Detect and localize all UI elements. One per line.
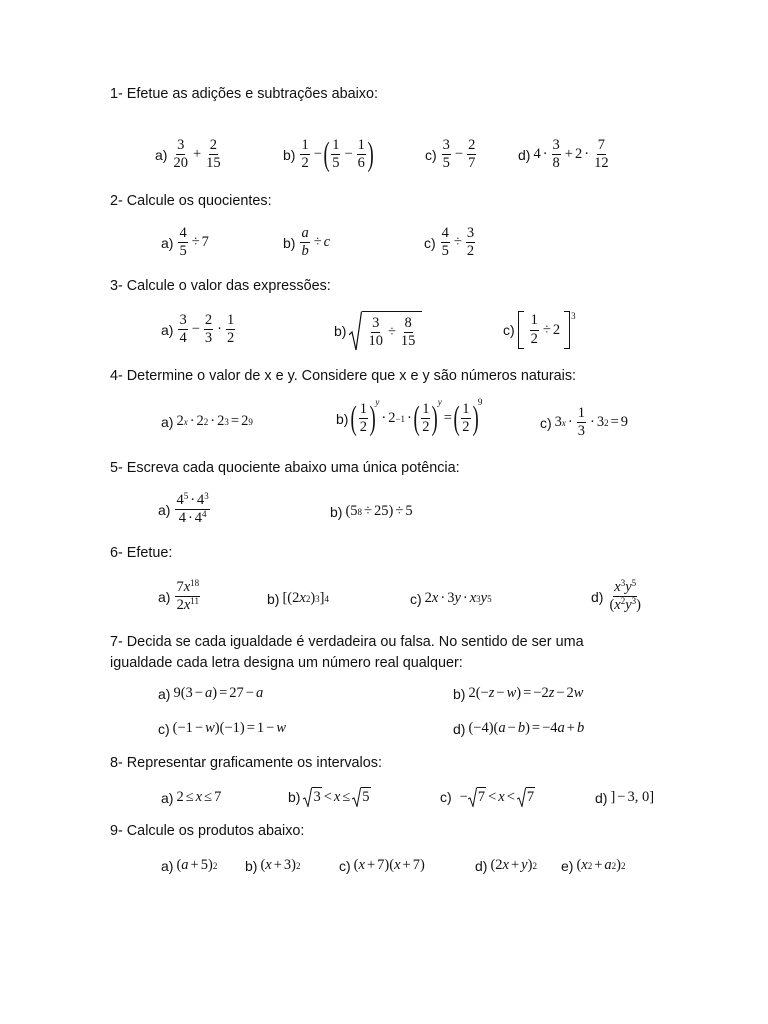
question-2-heading: 2- Calcule os quocientes: bbox=[110, 193, 272, 209]
q8-item-c: c) − 7 < x < 7 bbox=[440, 788, 535, 805]
q4-item-c: c) 3 x · $\frac{1}{3}$ · 3 2 = 9 bbox=[540, 405, 629, 440]
q4-item-a: a) 2 x · 2 2 · 2 3 = 2 9 bbox=[161, 413, 253, 430]
q6-item-b: b) [(2 x 2 ) 3 ] 4 bbox=[267, 590, 329, 607]
q8-item-a: a) 2 ≤ x ≤ 7 bbox=[161, 789, 222, 806]
q2-item-b: b) $\frac{a}{b}$ ÷ c bbox=[283, 225, 331, 260]
q1-item-c: c) $\frac{3}{5}$ − $\frac{2}{7}$ bbox=[425, 137, 476, 172]
q9-item-a: a) ( a + 5) 2 bbox=[161, 857, 218, 874]
q3-item-a: a) $\frac{3}{4}$ − $\frac{2}{3}$ · $\frac{1}{2}$ bbox=[161, 312, 235, 347]
q6-item-c: c) 2 x · 3 y · x 3 y 5 bbox=[410, 590, 492, 607]
q5-item-b: b) (5 8 ÷ 25) ÷ 5 bbox=[330, 503, 413, 520]
question-7-heading-line-2: igualdade cada letra designa um número real qualquer: bbox=[110, 655, 463, 671]
question-4-heading: 4- Determine o valor de x e y. Considere que x e y são números naturais: bbox=[110, 368, 577, 384]
q3-item-c: c) $\frac{1}{2}$ ÷ 2 3 bbox=[503, 311, 576, 349]
question-9-heading: 9- Calcule os produtos abaixo: bbox=[110, 823, 305, 839]
q1-item-b: b) $\frac{1}{2}$ − ( $\frac{1}{5}$ − $\frac{1}{6}$ ) bbox=[283, 135, 374, 173]
q1-item-d: d) 4 · $\frac{3}{8}$ + 2 · $\frac{7}{12}$ bbox=[518, 137, 609, 172]
q7-item-a: a) 9(3 − a ) = 27 − a bbox=[158, 685, 264, 702]
question-8-heading: 8- Representar graficamente os intervalos: bbox=[110, 755, 382, 771]
q7-item-c: c) (−1 − w )(−1) = 1 − w bbox=[158, 720, 287, 737]
q7-item-b: b) 2(− z − w ) = −2 z − 2 w bbox=[453, 685, 584, 702]
q8-item-d: d) ] − 3, 0] bbox=[595, 789, 655, 806]
q6-item-d: d) $\frac{x^3y^5}{(x^2y^3)}$ bbox=[591, 578, 642, 614]
question-7-heading-line-1: 7- Decida se cada igualdade é verdadeira ou falsa. No sentido de ser uma bbox=[110, 634, 584, 650]
question-6-heading: 6- Efetue: bbox=[110, 545, 173, 561]
q9-item-e: e) ( x 2 + a 2 ) 2 bbox=[561, 857, 626, 874]
q9-item-c: c) ( x + 7)( x + 7) bbox=[339, 857, 425, 874]
q6-item-a: a) $\frac{7x^{18}}{2x^{11}}$ bbox=[158, 578, 200, 614]
question-5-heading: 5- Escreva cada quociente abaixo uma única potência: bbox=[110, 460, 460, 476]
q9-item-b: b) ( x + 3) 2 bbox=[245, 857, 301, 874]
q4-item-b: b) ( $\frac{1}{2}$ ) y · 2 −1 · ( $\frac{1}{2}$ ) y = ( $\frac{1}{2}$ ) 9 bbox=[336, 397, 483, 437]
q9-item-d: d) (2 x + y ) 2 bbox=[475, 857, 537, 874]
q3-item-b: b) $\frac{3}{10}$ ÷ $\frac{8}{15}$ bbox=[334, 311, 422, 351]
q5-item-a: a) $\frac{4^5 \cdot 4^3}{4 \cdot 4^4}$ bbox=[158, 491, 209, 527]
q8-item-b: b) 3 < x ≤ 5 bbox=[288, 788, 370, 805]
q2-item-a: a) $\frac{4}{5}$ ÷ 7 bbox=[161, 225, 209, 260]
q1-item-a: a) $\frac{3}{20}$ + $\frac{2}{15}$ bbox=[155, 137, 221, 172]
q2-item-c: c) $\frac{4}{5}$ ÷ $\frac{3}{2}$ bbox=[424, 225, 475, 260]
q7-item-d: d) (−4)( a − b ) = −4 a + b bbox=[453, 720, 585, 737]
question-3-heading: 3- Calcule o valor das expressões: bbox=[110, 278, 331, 294]
question-1-heading: 1- Efetue as adições e subtrações abaixo: bbox=[110, 86, 378, 102]
